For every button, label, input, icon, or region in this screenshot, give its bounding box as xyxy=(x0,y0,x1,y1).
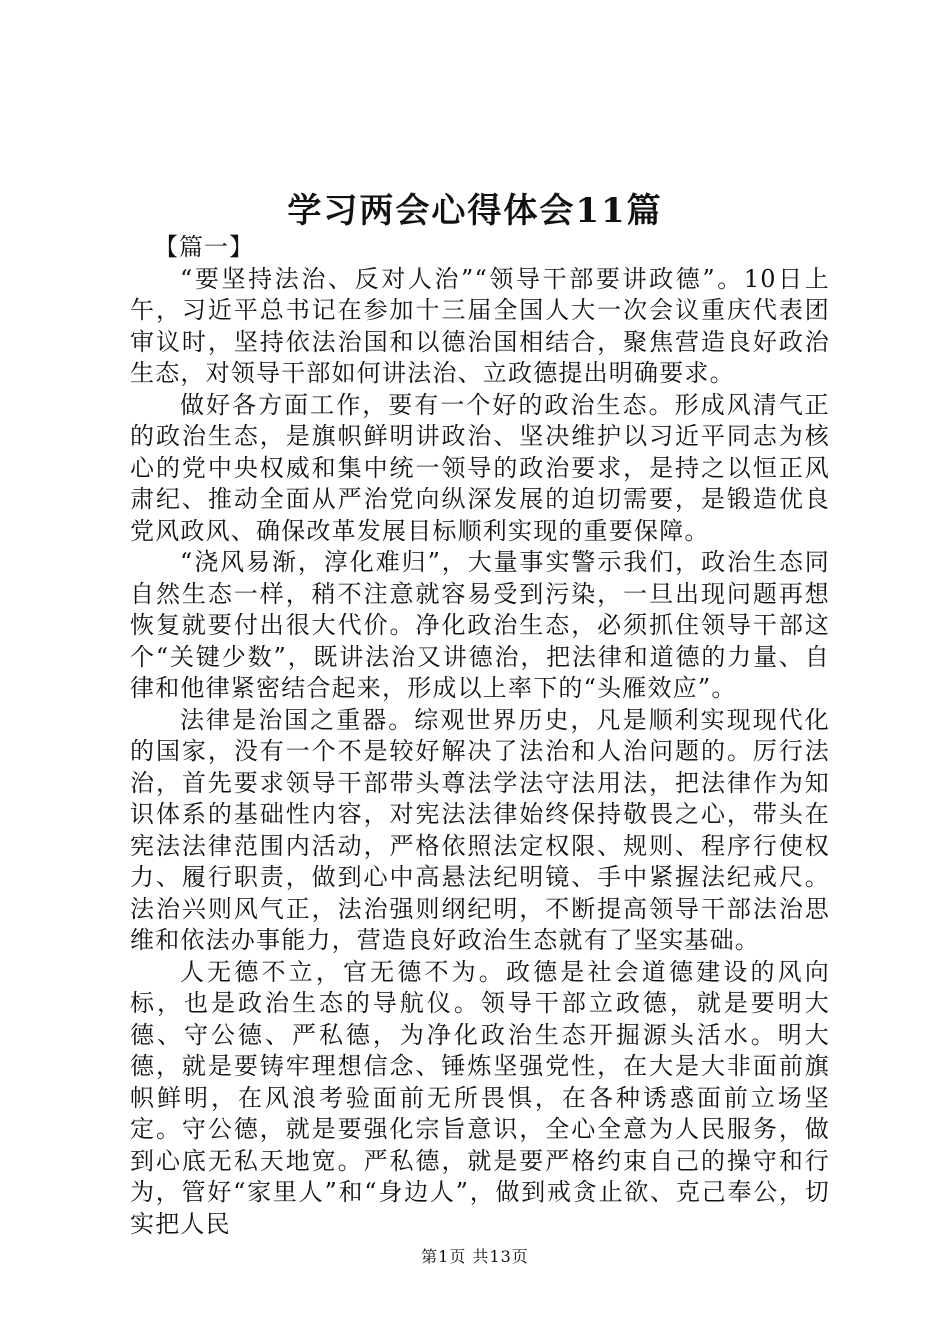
paragraph: 做好各方面工作，要有一个好的政治生态。形成风清气正的政治生态，是旗帜鲜明讲政治、坚决维护以习近平同志为核心的党中央权威和集中统一领导的政治要求，是持之以恒正风肃纪、推动全面从严治党向纵深发展的迫切需要，是锻造优良党风政风、确保改革发展目标顺利实现的重要保障。 xyxy=(130,390,830,545)
section-heading: 【篇一】 xyxy=(154,233,254,261)
page-number-footer: 第1页 共13页 xyxy=(421,1247,529,1266)
paragraph: “要坚持法治、反对人治”“领导干部要讲政德”。10日上午，习近平总书记在参加十三届全国人大一次会议重庆代表团审议时，坚持依法治国和以德治国相结合，聚焦营造良好政治生态，对领导干部如何讲法治、立政德提出明确要求。 xyxy=(130,264,830,387)
document-title: 学习两会心得体会11篇 xyxy=(287,191,663,231)
paragraph: 人无德不立，官无德不为。政德是社会道德建设的风向标，也是政治生态的导航仪。领导干部立政德，就是要明大德、守公德、严私德，为净化政治生态开掘源头活水。明大德，就是要铸牢理想信念、锤炼坚强党性，在大是大非面前旗帜鲜明，在风浪考验面前无所畏惧，在各种诱惑面前立场坚定。守公德，就是要强化宗旨意识，全心全意为人民服务，做到心底无私天地宽。严私德，就是要严格约束自己的操守和行为，管好“家里人”和“身边人”，做到戒贪止欲、克己奉公，切实把人民 xyxy=(130,957,830,1238)
paragraph: “浇风易渐，淳化难归”，大量事实警示我们，政治生态同自然生态一样，稍不注意就容易受到污染，一旦出现问题再想恢复就要付出很大代价。净化政治生态，必须抓住领导干部这个“关键少数”，既讲法治又讲德治，把法律和道德的力量、自律和他律紧密结合起来，形成以上率下的“头雁效应”。 xyxy=(130,548,830,702)
paragraph: 法律是治国之重器。综观世界历史，凡是顺利实现现代化的国家，没有一个不是较好解决了法治和人治问题的。厉行法治，首先要求领导干部带头尊法学法守法用法，把法律作为知识体系的基础性内容，对宪法法律始终保持敬畏之心，带头在宪法法律范围内活动，严格依照法定权限、规则、程序行使权力、履行职责，做到心中高悬法纪明镜、手中紧握法纪戒尺。法治兴则风气正，法治强则纲纪明，不断提高领导干部法治思维和依法办事能力，营造良好政治生态就有了坚实基础。 xyxy=(130,705,830,954)
document-body xyxy=(130,232,830,1240)
